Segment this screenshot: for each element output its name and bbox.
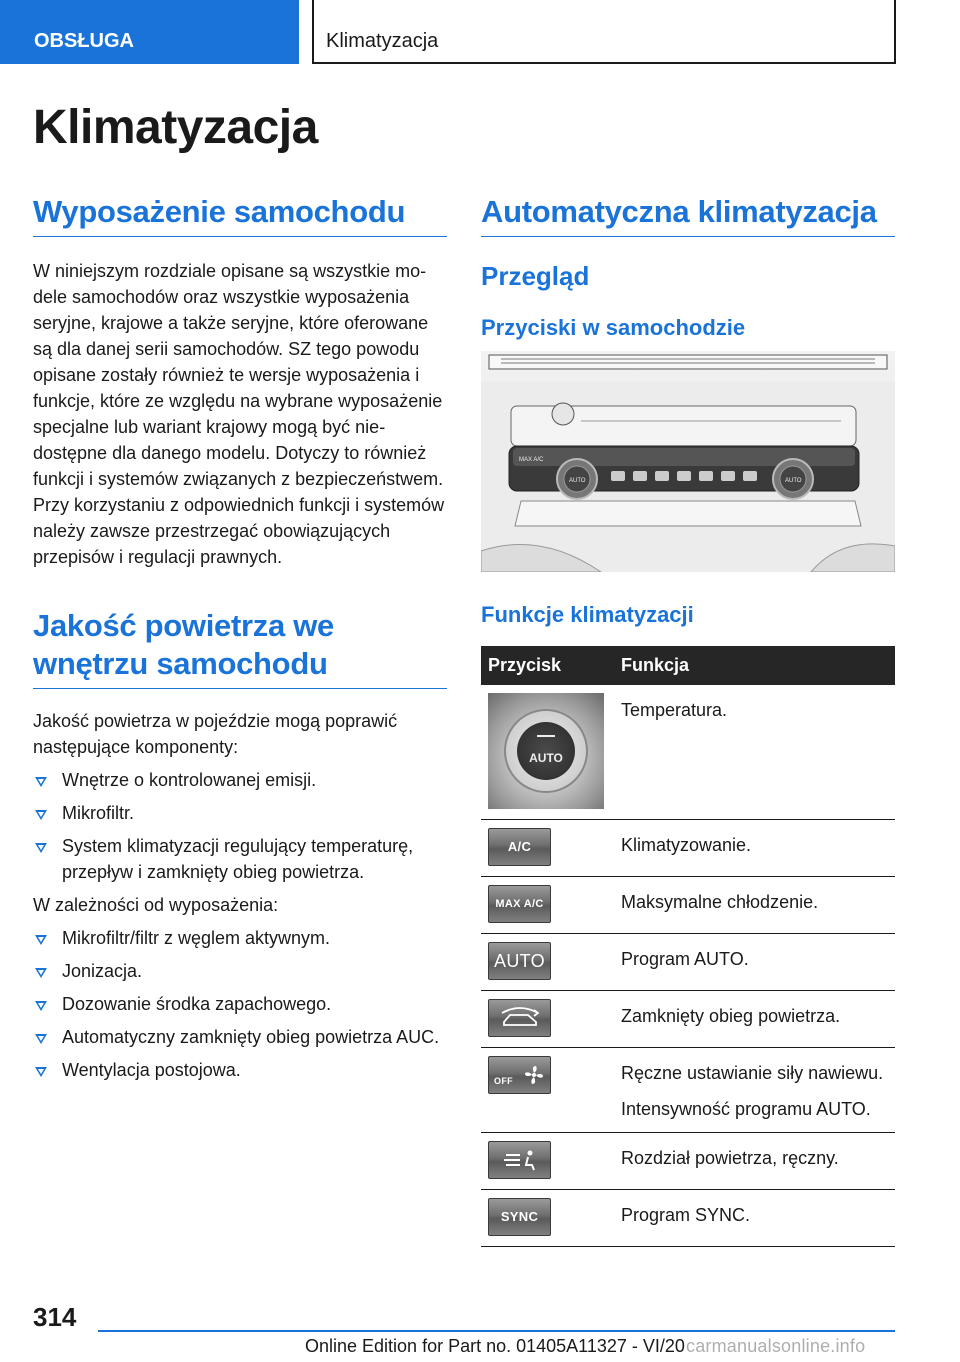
list-item: Jonizacja. — [33, 958, 447, 984]
function-text-secondary: Intensywność programu AUTO. — [621, 1099, 871, 1119]
table-row — [481, 934, 895, 991]
list-item: Wentylacja postojowa. — [33, 1057, 447, 1083]
list-item: Dozowanie środka zapachowego. — [33, 991, 447, 1017]
function-text: Zamknięty obieg powietrza. — [611, 991, 895, 1048]
function-text: Ręczne ustawianie siły nawiewu. — [621, 1063, 884, 1083]
temperature-knob-icon: AUTO — [488, 693, 604, 809]
table-row — [481, 1048, 895, 1133]
function-text: Temperatura. — [611, 685, 895, 820]
auto-button-icon: AUTO — [488, 942, 551, 980]
air-quality-list — [33, 767, 447, 885]
list-item: System klimatyzacji regulujący temperaturę, przepływ i zamknięty obieg powietrza. — [33, 833, 447, 885]
overview-heading: Przegląd — [481, 261, 590, 291]
climate-functions-heading: Funkcje klimatyzacji — [481, 602, 694, 627]
table-row — [481, 1190, 895, 1247]
list-item: Mikrofiltr. — [33, 800, 447, 826]
function-text: Maksymalne chłodzenie. — [611, 877, 895, 934]
buttons-in-vehicle-heading: Przyciski w samochodzie — [481, 315, 746, 340]
section-tab — [0, 0, 299, 64]
list-item: Wnętrze o kontrolowanej emisji. — [33, 767, 447, 793]
triangle-bullet-icon — [35, 1001, 47, 1011]
sync-button-icon: SYNC — [488, 1198, 551, 1236]
section-tab-label: OBSŁUGA — [34, 30, 134, 52]
optional-equipment-list — [33, 925, 447, 1083]
triangle-bullet-icon — [35, 935, 47, 945]
function-text: Program AUTO. — [611, 934, 895, 991]
triangle-bullet-icon — [35, 1067, 47, 1077]
right-column — [481, 193, 895, 1247]
table-row — [481, 1133, 895, 1190]
equipment-text: W niniejszym rozdziale opisane są wszystkie modele samochodów oraz wszystkie wyposażenia seryjne, krajowe a także seryjne, które oferowane są dla danej serii samochodów. SZ tego powodu opisane zostały również te wersje wyposażenia i funkcje, które ze względu na wybrane wyposażenie specjalne lub wariant krajowy mogą być niedostępne dla danego modelu. Dotyczy to również funkcji i systemów związanych z bezpieczeństwem. Przy korzystaniu z odpowiednich funkcji i systemów należy zawsze przestrzegać obowiązujących przepisów i regulacji prawnych. — [33, 261, 445, 567]
chapter-header — [312, 0, 896, 64]
fan-icon — [523, 1064, 545, 1086]
climate-control-panel-photo — [481, 351, 895, 572]
air-quality-heading-line1: Jakość powietrza we — [33, 608, 334, 643]
triangle-bullet-icon — [35, 810, 47, 820]
column-header-function: Funkcja — [611, 646, 895, 685]
equipment-heading: Wyposażenie samochodu — [33, 193, 447, 237]
list-item: Mikrofiltr/filtr z węglem aktywnym. — [33, 925, 447, 951]
recirculation-button-icon — [488, 999, 551, 1037]
auto-label-right: AUTO — [785, 478, 802, 484]
triangle-bullet-icon — [35, 777, 47, 787]
column-header-button: Przycisk — [481, 646, 611, 685]
list-item: Automatyczny zamknięty obieg powietrza AUC. — [33, 1024, 447, 1050]
function-text: Klimatyzowanie. — [611, 820, 895, 877]
table-row — [481, 991, 895, 1048]
page-title: Klimatyzacja — [33, 101, 318, 154]
triangle-bullet-icon — [35, 968, 47, 978]
auto-climate-heading: Automatyczna klimatyzacja — [481, 193, 895, 237]
max-ac-label: MAX A/C — [519, 457, 544, 463]
ac-button-icon: A/C — [488, 828, 551, 866]
edition-text: Online Edition for Part no. 01405A11327 - VI/20 — [305, 1336, 685, 1356]
chapter-header-label: Klimatyzacja — [326, 30, 439, 52]
table-row — [481, 877, 895, 934]
function-text: Rozdział powietrza, ręczny. — [611, 1133, 895, 1190]
air-distribution-button-icon — [488, 1141, 551, 1179]
air-quality-heading-line2: wnętrzu samochodu — [33, 646, 328, 681]
climate-functions-table — [481, 646, 895, 1247]
max-ac-button-icon: MAX A/C — [488, 885, 551, 923]
function-text: Program SYNC. — [611, 1190, 895, 1247]
control-panel-illustration — [481, 351, 895, 572]
depending-on-equipment: W zależności od wyposażenia: — [33, 895, 279, 915]
table-row — [481, 820, 895, 877]
table-header-row — [481, 646, 895, 685]
fan-button-icon: OFF — [488, 1056, 551, 1094]
air-quality-intro: Jakość powietrza w pojeździe mogą poprawić następujące komponenty: — [33, 711, 398, 757]
triangle-bullet-icon — [35, 843, 47, 853]
page-number: 314 — [33, 1302, 77, 1332]
left-column — [33, 193, 447, 1083]
triangle-bullet-icon — [35, 1034, 47, 1044]
air-quality-heading — [33, 607, 447, 689]
table-row — [481, 685, 895, 820]
footer-divider — [98, 1330, 895, 1332]
watermark: carmanualsonline.info — [686, 1336, 866, 1356]
auto-label-left: AUTO — [569, 478, 586, 484]
